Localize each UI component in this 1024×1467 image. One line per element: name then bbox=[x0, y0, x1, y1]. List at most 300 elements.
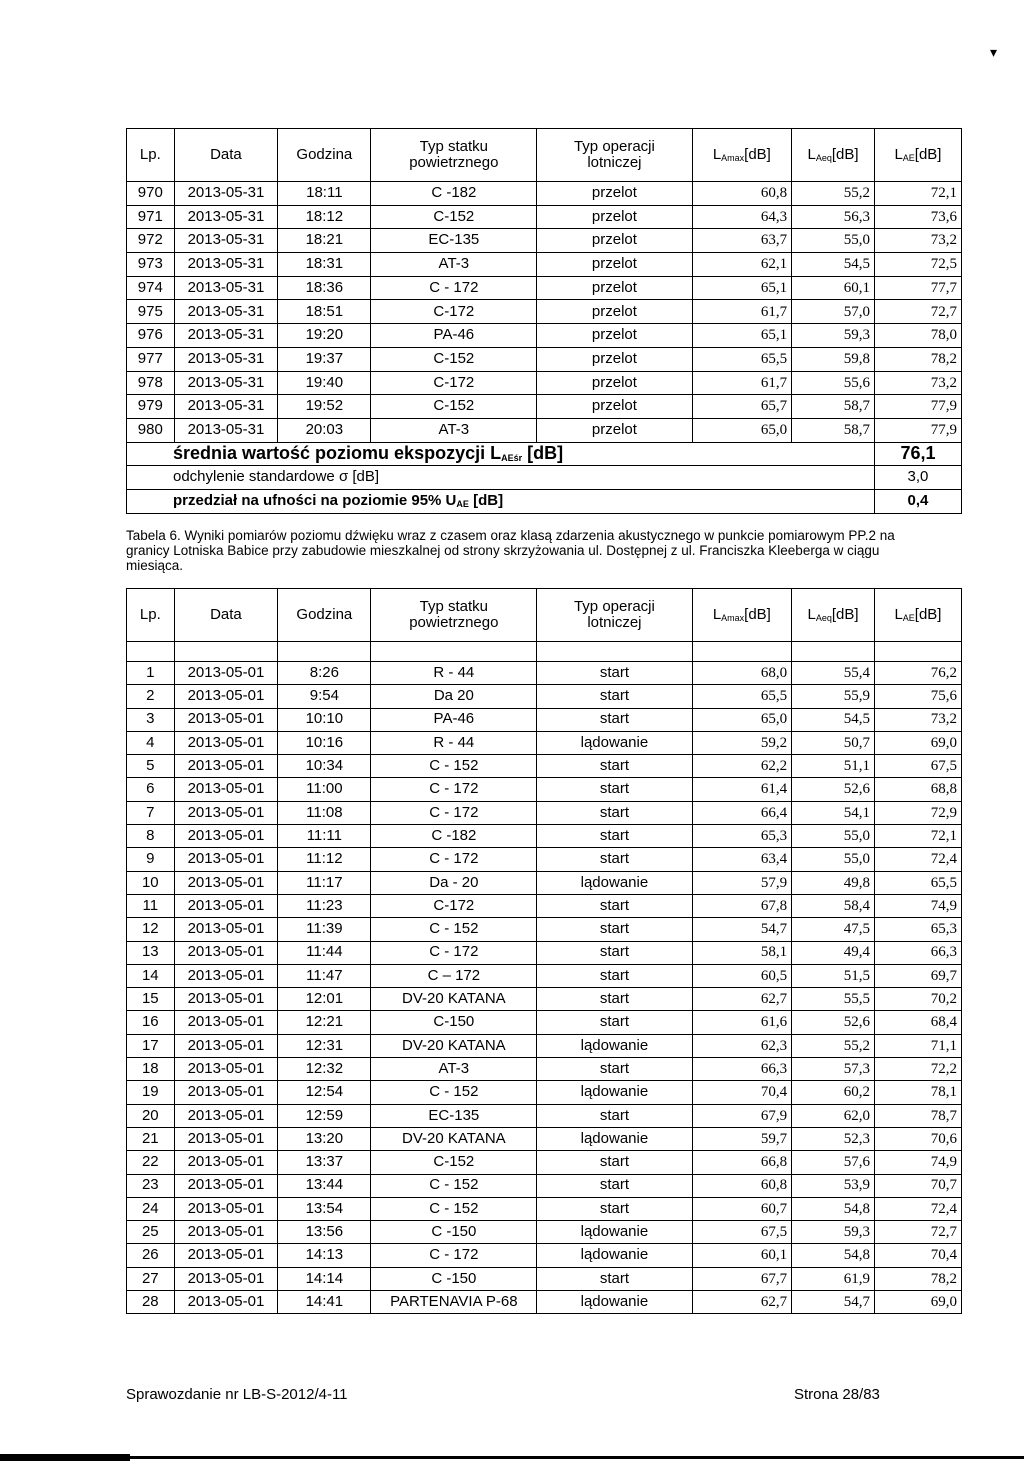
table-row bbox=[127, 371, 962, 395]
cell-lp: 3 bbox=[127, 708, 175, 731]
cell-aircraft: C-172 bbox=[371, 371, 537, 395]
table-row bbox=[127, 324, 962, 348]
cell-lp: 24 bbox=[127, 1197, 175, 1220]
cell-operation: przelot bbox=[537, 182, 692, 206]
col-lamax: $L_{Amax}[dB]$ bbox=[692, 589, 791, 642]
table-row bbox=[127, 778, 962, 801]
cell-aircraft: C -150 bbox=[371, 1221, 537, 1244]
cell-aircraft: R - 44 bbox=[371, 662, 537, 685]
cell-operation: start bbox=[537, 918, 692, 941]
cell-laeq: 60,1 bbox=[792, 276, 875, 300]
table-row bbox=[127, 182, 962, 206]
measurement-table-6 bbox=[126, 588, 962, 1314]
cell-laeq: 61,9 bbox=[792, 1267, 875, 1290]
table-row bbox=[127, 300, 962, 324]
cell-date: 2013-05-01 bbox=[174, 1034, 278, 1057]
cell-time: 14:41 bbox=[278, 1291, 371, 1314]
table-row bbox=[127, 1058, 962, 1081]
cell-lp: 18 bbox=[127, 1058, 175, 1081]
cell-operation: przelot bbox=[537, 229, 692, 253]
cell-aircraft: C - 152 bbox=[371, 755, 537, 778]
cell-lp: 22 bbox=[127, 1151, 175, 1174]
col-date: Data bbox=[174, 129, 278, 182]
cell-aircraft: AT-3 bbox=[371, 418, 537, 442]
cell-lamax: 67,9 bbox=[692, 1104, 791, 1127]
cell-lae: 74,9 bbox=[874, 1151, 961, 1174]
cell-lae: 74,9 bbox=[874, 894, 961, 917]
cell-date: 2013-05-01 bbox=[174, 1104, 278, 1127]
cell-laeq: 52,6 bbox=[792, 778, 875, 801]
cell-lamax: 64,3 bbox=[692, 205, 791, 229]
cell-lamax: 65,5 bbox=[692, 347, 791, 371]
cell-operation: przelot bbox=[537, 324, 692, 348]
cell-operation: lądowanie bbox=[537, 1081, 692, 1104]
cell-date: 2013-05-31 bbox=[174, 395, 278, 419]
cell-laeq: 59,3 bbox=[792, 324, 875, 348]
table-row bbox=[127, 1011, 962, 1034]
cell-date: 2013-05-01 bbox=[174, 662, 278, 685]
cell-aircraft: DV-20 KATANA bbox=[371, 1034, 537, 1057]
cell-time: 13:44 bbox=[278, 1174, 371, 1197]
cell-operation: lądowanie bbox=[537, 1127, 692, 1150]
cell-operation: przelot bbox=[537, 253, 692, 277]
table-row bbox=[127, 205, 962, 229]
table-row bbox=[127, 1267, 962, 1290]
cell-aircraft: C - 152 bbox=[371, 1197, 537, 1220]
cell-operation: start bbox=[537, 662, 692, 685]
cell-date: 2013-05-31 bbox=[174, 324, 278, 348]
cell-lamax: 63,4 bbox=[692, 848, 791, 871]
cell-laeq: 55,4 bbox=[792, 662, 875, 685]
cell-operation: start bbox=[537, 825, 692, 848]
table-row bbox=[127, 918, 962, 941]
cell-lae: 67,5 bbox=[874, 755, 961, 778]
cell-lae: 75,6 bbox=[874, 685, 961, 708]
cell-laeq: 54,5 bbox=[792, 708, 875, 731]
cell-operation: przelot bbox=[537, 418, 692, 442]
cell-time: 11:11 bbox=[278, 825, 371, 848]
cell-date: 2013-05-31 bbox=[174, 205, 278, 229]
cell-operation: start bbox=[537, 1058, 692, 1081]
cell-time: 18:36 bbox=[278, 276, 371, 300]
cell-aircraft: C-152 bbox=[371, 1151, 537, 1174]
col-date: Data bbox=[174, 589, 278, 642]
cell-lae: 72,2 bbox=[874, 1058, 961, 1081]
cell-lp: 2 bbox=[127, 685, 175, 708]
cell-time: 19:37 bbox=[278, 347, 371, 371]
cell-lae: 72,7 bbox=[874, 1221, 961, 1244]
cell-lae: 76,2 bbox=[874, 662, 961, 685]
cell-operation: lądowanie bbox=[537, 871, 692, 894]
cell-lae: 65,5 bbox=[874, 871, 961, 894]
table-header bbox=[127, 129, 962, 182]
col-lamax: $L_{Amax}[dB]$ bbox=[692, 129, 791, 182]
cell-aircraft: C - 152 bbox=[371, 1174, 537, 1197]
cell-date: 2013-05-31 bbox=[174, 182, 278, 206]
cell-laeq: 54,5 bbox=[792, 253, 875, 277]
cell-lamax: 59,7 bbox=[692, 1127, 791, 1150]
cell-lae: 78,0 bbox=[874, 324, 961, 348]
cell-operation: przelot bbox=[537, 276, 692, 300]
footer-rule-thick bbox=[0, 1454, 130, 1461]
cell-laeq: 49,8 bbox=[792, 871, 875, 894]
table-row bbox=[127, 1127, 962, 1150]
cell-aircraft: C-152 bbox=[371, 395, 537, 419]
cell-time: 12:31 bbox=[278, 1034, 371, 1057]
cell-lp: 970 bbox=[127, 182, 175, 206]
cell-operation: start bbox=[537, 941, 692, 964]
table-row bbox=[127, 418, 962, 442]
cell-lp: 8 bbox=[127, 825, 175, 848]
cell-lae: 69,0 bbox=[874, 1291, 961, 1314]
cell-laeq: 57,0 bbox=[792, 300, 875, 324]
cell-lp: 28 bbox=[127, 1291, 175, 1314]
cell-operation: start bbox=[537, 964, 692, 987]
std-row: odchylenie standardowe σ [dB] 3,0 bbox=[127, 466, 962, 490]
cell-lamax: 61,4 bbox=[692, 778, 791, 801]
cell-operation: przelot bbox=[537, 347, 692, 371]
cell-date: 2013-05-01 bbox=[174, 1244, 278, 1267]
cell-laeq: 55,2 bbox=[792, 1034, 875, 1057]
cell-aircraft: Da - 20 bbox=[371, 871, 537, 894]
cell-lamax: 61,7 bbox=[692, 371, 791, 395]
cell-date: 2013-05-01 bbox=[174, 685, 278, 708]
cell-time: 18:21 bbox=[278, 229, 371, 253]
cell-operation: start bbox=[537, 1104, 692, 1127]
cell-time: 12:59 bbox=[278, 1104, 371, 1127]
cell-time: 14:14 bbox=[278, 1267, 371, 1290]
cell-lp: 10 bbox=[127, 871, 175, 894]
cell-aircraft: C - 172 bbox=[371, 848, 537, 871]
cell-lamax: 60,7 bbox=[692, 1197, 791, 1220]
cell-lamax: 65,0 bbox=[692, 708, 791, 731]
table-row bbox=[127, 1197, 962, 1220]
cell-lae: 73,2 bbox=[874, 708, 961, 731]
cell-laeq: 55,6 bbox=[792, 371, 875, 395]
cell-laeq: 55,9 bbox=[792, 685, 875, 708]
table-row bbox=[127, 1174, 962, 1197]
cell-aircraft: C-172 bbox=[371, 894, 537, 917]
cell-date: 2013-05-31 bbox=[174, 371, 278, 395]
cell-date: 2013-05-01 bbox=[174, 871, 278, 894]
cell-laeq: 47,5 bbox=[792, 918, 875, 941]
cell-laeq: 55,0 bbox=[792, 848, 875, 871]
cell-time: 13:20 bbox=[278, 1127, 371, 1150]
std-value: 3,0 bbox=[874, 466, 961, 490]
cell-time: 11:23 bbox=[278, 894, 371, 917]
cell-lae: 72,7 bbox=[874, 300, 961, 324]
cell-aircraft: EC-135 bbox=[371, 229, 537, 253]
cell-time: 14:13 bbox=[278, 1244, 371, 1267]
cell-lae: 78,1 bbox=[874, 1081, 961, 1104]
cell-time: 11:12 bbox=[278, 848, 371, 871]
cell-operation: lądowanie bbox=[537, 1291, 692, 1314]
cell-time: 13:56 bbox=[278, 1221, 371, 1244]
cell-lamax: 68,0 bbox=[692, 662, 791, 685]
cell-time: 19:40 bbox=[278, 371, 371, 395]
cell-lamax: 62,1 bbox=[692, 253, 791, 277]
cell-time: 13:37 bbox=[278, 1151, 371, 1174]
cell-lamax: 66,8 bbox=[692, 1151, 791, 1174]
cell-lamax: 60,1 bbox=[692, 1244, 791, 1267]
cell-laeq: 54,1 bbox=[792, 801, 875, 824]
cell-lp: 979 bbox=[127, 395, 175, 419]
table-caption: Tabela 6. Wyniki pomiarów poziomu dźwięku wraz z czasem oraz klasą zdarzenia akustycznego w punkcie pomiarowym PP.2 na granicy Lotniska Babice przy zabudowie mieszkalnej od strony skrzyżowania ul. Dostępnej z ul. Franciszka Kleeberga w ciągu miesiąca. bbox=[126, 528, 895, 573]
cell-operation: start bbox=[537, 1267, 692, 1290]
cell-time: 12:01 bbox=[278, 988, 371, 1011]
col-laeq: $L_{Aeq}[dB]$ bbox=[792, 129, 875, 182]
footer-rule bbox=[0, 1456, 1024, 1459]
cell-time: 12:54 bbox=[278, 1081, 371, 1104]
cell-time: 11:44 bbox=[278, 941, 371, 964]
cell-time: 18:12 bbox=[278, 205, 371, 229]
measurement-table-continued bbox=[126, 128, 962, 514]
cell-lae: 73,2 bbox=[874, 371, 961, 395]
cell-aircraft: C-150 bbox=[371, 1011, 537, 1034]
cell-date: 2013-05-01 bbox=[174, 918, 278, 941]
table-row bbox=[127, 708, 962, 731]
cell-lp: 20 bbox=[127, 1104, 175, 1127]
cell-lae: 77,9 bbox=[874, 418, 961, 442]
cell-operation: przelot bbox=[537, 395, 692, 419]
cell-aircraft: C-152 bbox=[371, 347, 537, 371]
cell-lp: 973 bbox=[127, 253, 175, 277]
cell-aircraft: C - 172 bbox=[371, 941, 537, 964]
cell-lp: 13 bbox=[127, 941, 175, 964]
table-row bbox=[127, 1291, 962, 1314]
cell-lae: 68,8 bbox=[874, 778, 961, 801]
cell-date: 2013-05-01 bbox=[174, 1011, 278, 1034]
cell-date: 2013-05-01 bbox=[174, 964, 278, 987]
cell-lamax: 67,8 bbox=[692, 894, 791, 917]
table-row bbox=[127, 347, 962, 371]
cell-operation: start bbox=[537, 778, 692, 801]
col-lp: Lp. bbox=[127, 129, 175, 182]
cell-aircraft: C -182 bbox=[371, 182, 537, 206]
cell-operation: start bbox=[537, 1197, 692, 1220]
cell-date: 2013-05-01 bbox=[174, 731, 278, 754]
cell-lae: 77,9 bbox=[874, 395, 961, 419]
cell-date: 2013-05-01 bbox=[174, 755, 278, 778]
report-number: Sprawozdanie nr LB-S-2012/4-11 bbox=[126, 1386, 348, 1403]
col-lae: $L_{AE}[dB]$ bbox=[874, 589, 961, 642]
cell-lamax: 65,1 bbox=[692, 324, 791, 348]
table-row bbox=[127, 1151, 962, 1174]
cell-aircraft: PA-46 bbox=[371, 324, 537, 348]
cell-lamax: 57,9 bbox=[692, 871, 791, 894]
cell-laeq: 55,5 bbox=[792, 988, 875, 1011]
col-lae: $L_{AE}[dB]$ bbox=[874, 129, 961, 182]
cell-lp: 976 bbox=[127, 324, 175, 348]
cell-laeq: 50,7 bbox=[792, 731, 875, 754]
cell-laeq: 58,7 bbox=[792, 395, 875, 419]
cell-time: 11:08 bbox=[278, 801, 371, 824]
cell-lae: 71,1 bbox=[874, 1034, 961, 1057]
cell-laeq: 51,5 bbox=[792, 964, 875, 987]
cell-lamax: 61,6 bbox=[692, 1011, 791, 1034]
cell-aircraft: C-172 bbox=[371, 300, 537, 324]
table-row bbox=[127, 1034, 962, 1057]
cell-lamax: 62,2 bbox=[692, 755, 791, 778]
cell-aircraft: Da 20 bbox=[371, 685, 537, 708]
cell-laeq: 59,3 bbox=[792, 1221, 875, 1244]
cell-aircraft: PARTENAVIA P-68 bbox=[371, 1291, 537, 1314]
cell-lamax: 63,7 bbox=[692, 229, 791, 253]
cell-lae: 72,4 bbox=[874, 848, 961, 871]
col-time: Godzina bbox=[278, 589, 371, 642]
cell-time: 13:54 bbox=[278, 1197, 371, 1220]
cell-lamax: 62,3 bbox=[692, 1034, 791, 1057]
cell-lamax: 58,1 bbox=[692, 941, 791, 964]
table-row bbox=[127, 941, 962, 964]
cell-date: 2013-05-01 bbox=[174, 941, 278, 964]
cell-laeq: 56,3 bbox=[792, 205, 875, 229]
cell-lp: 25 bbox=[127, 1221, 175, 1244]
blank-row bbox=[127, 642, 962, 662]
cell-lp: 4 bbox=[127, 731, 175, 754]
cell-aircraft: C - 172 bbox=[371, 801, 537, 824]
cell-time: 11:39 bbox=[278, 918, 371, 941]
cell-aircraft: C-152 bbox=[371, 205, 537, 229]
cell-lp: 978 bbox=[127, 371, 175, 395]
cell-aircraft: C - 152 bbox=[371, 918, 537, 941]
cell-lae: 78,2 bbox=[874, 347, 961, 371]
cell-date: 2013-05-01 bbox=[174, 825, 278, 848]
table-row bbox=[127, 848, 962, 871]
cell-lae: 72,9 bbox=[874, 801, 961, 824]
cell-operation: start bbox=[537, 685, 692, 708]
cell-lamax: 59,2 bbox=[692, 731, 791, 754]
cell-date: 2013-05-31 bbox=[174, 347, 278, 371]
cell-lamax: 65,7 bbox=[692, 395, 791, 419]
cell-time: 11:17 bbox=[278, 871, 371, 894]
cell-aircraft: C -150 bbox=[371, 1267, 537, 1290]
cell-operation: przelot bbox=[537, 205, 692, 229]
table-row bbox=[127, 871, 962, 894]
cell-date: 2013-05-01 bbox=[174, 1151, 278, 1174]
cell-laeq: 53,9 bbox=[792, 1174, 875, 1197]
table-row bbox=[127, 1244, 962, 1267]
cell-laeq: 52,3 bbox=[792, 1127, 875, 1150]
cell-lamax: 60,8 bbox=[692, 1174, 791, 1197]
cell-lp: 19 bbox=[127, 1081, 175, 1104]
cell-date: 2013-05-01 bbox=[174, 1197, 278, 1220]
cell-lamax: 65,0 bbox=[692, 418, 791, 442]
cell-date: 2013-05-01 bbox=[174, 1221, 278, 1244]
cell-aircraft: DV-20 KATANA bbox=[371, 1127, 537, 1150]
table-row bbox=[127, 825, 962, 848]
cell-laeq: 52,6 bbox=[792, 1011, 875, 1034]
scan-mark: ▾ bbox=[990, 44, 998, 60]
cell-aircraft: C - 172 bbox=[371, 778, 537, 801]
cell-time: 10:16 bbox=[278, 731, 371, 754]
cell-date: 2013-05-01 bbox=[174, 801, 278, 824]
cell-date: 2013-05-01 bbox=[174, 1081, 278, 1104]
cell-lae: 72,1 bbox=[874, 825, 961, 848]
cell-lamax: 70,4 bbox=[692, 1081, 791, 1104]
cell-lp: 16 bbox=[127, 1011, 175, 1034]
ci-value: 0,4 bbox=[874, 489, 961, 513]
table-row bbox=[127, 276, 962, 300]
cell-lp: 971 bbox=[127, 205, 175, 229]
cell-date: 2013-05-01 bbox=[174, 894, 278, 917]
cell-operation: start bbox=[537, 1174, 692, 1197]
cell-time: 19:52 bbox=[278, 395, 371, 419]
col-time: Godzina bbox=[278, 129, 371, 182]
cell-date: 2013-05-31 bbox=[174, 229, 278, 253]
col-aircraft: Typ statku powietrznego bbox=[371, 589, 537, 642]
cell-operation: lądowanie bbox=[537, 731, 692, 754]
cell-laeq: 55,0 bbox=[792, 825, 875, 848]
cell-date: 2013-05-31 bbox=[174, 253, 278, 277]
cell-lp: 14 bbox=[127, 964, 175, 987]
cell-lamax: 66,4 bbox=[692, 801, 791, 824]
cell-lp: 12 bbox=[127, 918, 175, 941]
cell-date: 2013-05-01 bbox=[174, 988, 278, 1011]
cell-lp: 26 bbox=[127, 1244, 175, 1267]
table-row bbox=[127, 1081, 962, 1104]
cell-time: 8:26 bbox=[278, 662, 371, 685]
cell-operation: lądowanie bbox=[537, 1244, 692, 1267]
table-row bbox=[127, 229, 962, 253]
cell-date: 2013-05-31 bbox=[174, 276, 278, 300]
cell-time: 19:20 bbox=[278, 324, 371, 348]
cell-time: 12:21 bbox=[278, 1011, 371, 1034]
cell-aircraft: C - 172 bbox=[371, 276, 537, 300]
cell-aircraft: C - 152 bbox=[371, 1081, 537, 1104]
cell-lae: 69,7 bbox=[874, 964, 961, 987]
cell-laeq: 57,6 bbox=[792, 1151, 875, 1174]
cell-lae: 72,4 bbox=[874, 1197, 961, 1220]
cell-aircraft: PA-46 bbox=[371, 708, 537, 731]
cell-lae: 72,5 bbox=[874, 253, 961, 277]
cell-lae: 70,2 bbox=[874, 988, 961, 1011]
cell-lae: 78,7 bbox=[874, 1104, 961, 1127]
cell-lp: 5 bbox=[127, 755, 175, 778]
cell-aircraft: AT-3 bbox=[371, 253, 537, 277]
cell-laeq: 58,4 bbox=[792, 894, 875, 917]
table-row bbox=[127, 1104, 962, 1127]
table-row bbox=[127, 988, 962, 1011]
cell-operation: przelot bbox=[537, 300, 692, 324]
col-aircraft: Typ statku powietrznego bbox=[371, 129, 537, 182]
table-row bbox=[127, 755, 962, 778]
table-row bbox=[127, 395, 962, 419]
cell-laeq: 60,2 bbox=[792, 1081, 875, 1104]
cell-time: 18:51 bbox=[278, 300, 371, 324]
cell-aircraft: C -182 bbox=[371, 825, 537, 848]
cell-lae: 78,2 bbox=[874, 1267, 961, 1290]
cell-date: 2013-05-01 bbox=[174, 1058, 278, 1081]
cell-lae: 69,0 bbox=[874, 731, 961, 754]
cell-aircraft: R - 44 bbox=[371, 731, 537, 754]
cell-lamax: 62,7 bbox=[692, 988, 791, 1011]
cell-lamax: 60,5 bbox=[692, 964, 791, 987]
cell-operation: przelot bbox=[537, 371, 692, 395]
cell-operation: lądowanie bbox=[537, 1221, 692, 1244]
col-operation: Typ operacji lotniczej bbox=[537, 589, 692, 642]
cell-laeq: 55,2 bbox=[792, 182, 875, 206]
cell-laeq: 62,0 bbox=[792, 1104, 875, 1127]
cell-aircraft: EC-135 bbox=[371, 1104, 537, 1127]
cell-lae: 68,4 bbox=[874, 1011, 961, 1034]
cell-lae: 73,6 bbox=[874, 205, 961, 229]
cell-date: 2013-05-01 bbox=[174, 778, 278, 801]
cell-time: 9:54 bbox=[278, 685, 371, 708]
table-row bbox=[127, 1221, 962, 1244]
cell-lp: 972 bbox=[127, 229, 175, 253]
cell-operation: start bbox=[537, 801, 692, 824]
